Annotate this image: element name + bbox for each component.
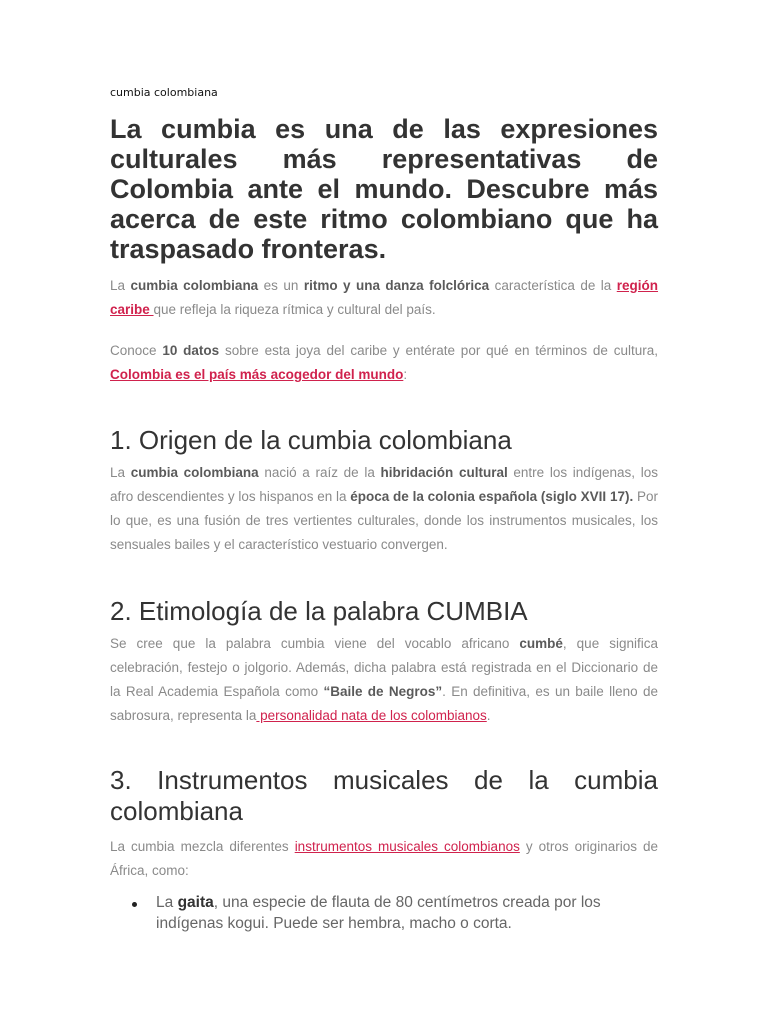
text-run: característica de la [489,278,617,293]
bold-run: ritmo y una danza folclórica [303,278,490,293]
text-run: Por lo que, es una fusión de tres vertientes culturales, donde los instrumentos musicales, los sensuales bailes y el característico vestuario convergen. [110,489,658,552]
text-run: que refleja la riqueza rítmica y cultural del país. [153,302,436,317]
text-run: La [110,465,131,480]
bold-run: gaita [177,894,214,911]
text-run: Se cree que la palabra cumbia viene del vocablo africano [110,636,520,651]
bold-run: cumbé [519,636,563,651]
bold-run: época de la colonia española (siglo XVII 17). [350,489,634,504]
list-item [110,892,658,934]
intro-paragraph-1 [110,274,658,322]
text-run: entre los indígenas, los afro descendientes y los hispanos en la [110,465,658,504]
text-run: y otros originarios de África, como: [110,839,658,878]
section-heading-etimologia: 2. Etimología de la palabra CUMBIA [110,596,528,626]
bold-run: “Baile de Negros” [323,684,443,699]
text-run: La cumbia mezcla diferentes [110,839,295,854]
link-personalidad-colombianos[interactable]: personalidad nata de los colombianos [256,708,487,723]
link-instrumentos-colombianos[interactable]: instrumentos musicales colombianos [294,839,520,854]
text-run: nació a raíz de la [258,465,381,480]
section-paragraph-etimologia [110,632,658,728]
section-paragraph-instrumentos [110,835,658,883]
bullet-icon [132,902,137,907]
section-heading-origen: 1. Origen de la cumbia colombiana [110,425,512,455]
bold-run: hibridación cultural [380,465,508,480]
text-run: : [403,367,408,382]
text-run: . [486,708,491,723]
text-run: La [110,278,131,293]
link-region-caribe[interactable]: región caribe [110,278,659,317]
text-run: La [156,894,178,911]
document-label: cumbia colombiana [110,86,218,99]
text-run: sobre esta joya del caribe y entérate por qué en términos de cultura, [219,343,658,358]
instruments-list [110,892,658,934]
bold-run: cumbia colombiana [130,278,259,293]
text-run: es un [258,278,304,293]
text-run: , una especie de flauta de 80 centímetros creada por los indígenas kogui. Puede ser hembra, macho o corta. [156,894,601,932]
section-heading-instrumentos: 3. Instrumentos musicales de la cumbia colombiana [110,765,658,826]
link-colombia-acogedor[interactable]: Colombia es el país más acogedor del mundo [110,367,404,382]
intro-paragraph-2 [110,339,658,387]
text-run: . En definitiva, es un baile lleno de sabrosura, representa la [110,684,658,723]
page-title: La cumbia es una de las expresiones culturales más representativas de Colombia ante el mundo. Descubre más acerca de este ritmo colombiano que ha traspasado fronteras. [110,114,658,264]
bold-run: cumbia colombiana [130,465,259,480]
text-run: , que significa celebración, festejo o jolgorio. Además, dicha palabra está registrada en el Diccionario de la Real Academia Española como [110,636,658,699]
text-run: Conoce [110,343,163,358]
bold-run: 10 datos [162,343,220,358]
section-paragraph-origen [110,461,658,557]
